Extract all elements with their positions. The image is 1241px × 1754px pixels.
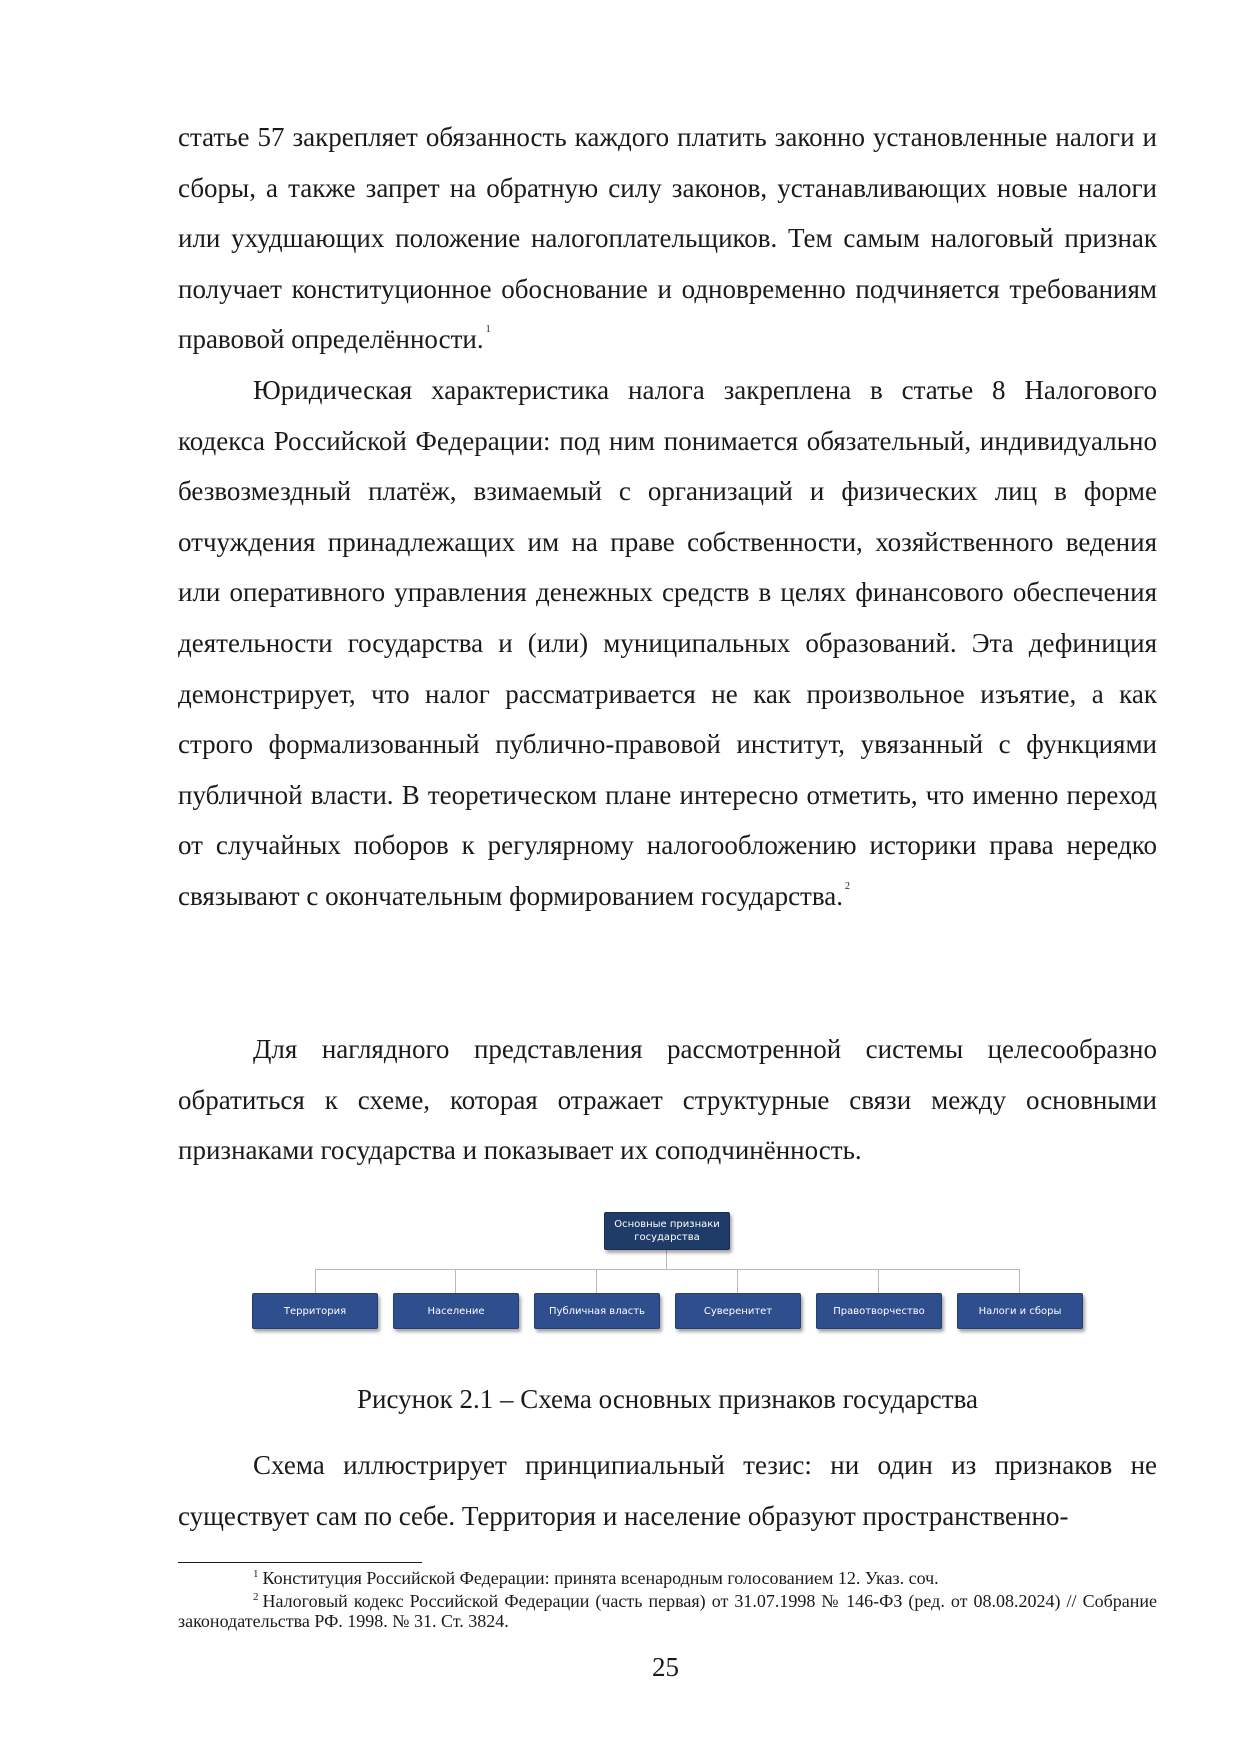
paragraph-4	[178, 1440, 1157, 1541]
footnote-2	[178, 1591, 1157, 1631]
page-number: 25	[652, 1652, 679, 1682]
footnote-separator	[178, 1562, 422, 1563]
connector-child-2	[455, 1269, 456, 1293]
paragraph-2-text: Юридическая характеристика налога закреплена в статье 8 Налогового кодекса Российской Федерации: под ним понимается обязательный, индивидуально безвозмездный платёж, взимаемый с организаций и физических лиц в форме отчуждения принадлежащих им на праве собственности, хозяйственного ведения или оперативного управления денежных средств в целях финансового обеспечения деятельности государства и (или) муниципальных образований. Эта дефиниция демонстрирует, что налог рассматривается не как произвольное изъятие, а как строго формализованный публично-правовой институт, увязанный с функциями публичной власти. В теоретическом плане интересно отметить, что именно переход от случайных поборов к регулярному налогообложению историки права нередко связывают с окончательным формированием государства.	[178, 375, 1157, 911]
diagram-node-territory: Территория	[252, 1293, 378, 1329]
footnote-ref-1[interactable]: 1	[485, 324, 491, 336]
footnote-1-text: Конституция Российской Федерации: принята всенародным голосованием 12. Указ. соч.	[262, 1568, 939, 1588]
state-features-diagram	[250, 1212, 1084, 1347]
diagram-node-sovereignty: Суверенитет	[675, 1293, 801, 1329]
connector-horizontal	[315, 1269, 1019, 1270]
figure-caption: Рисунок 2.1 – Схема основных признаков государства	[357, 1384, 978, 1414]
connector-child-3	[596, 1269, 597, 1293]
diagram-node-population: Население	[393, 1293, 519, 1329]
diagram-root-node: Основные признаки государства	[604, 1212, 730, 1250]
paragraph-2	[178, 365, 1157, 922]
connector-child-1	[315, 1269, 316, 1293]
connector-child-6	[1019, 1269, 1020, 1293]
connector-child-5	[878, 1269, 879, 1293]
paragraph-1	[178, 112, 1157, 365]
paragraph-4-text: Схема иллюстрирует принципиальный тезис: ни один из признаков не существует сам по себе. Территория и население образуют пространственно-	[178, 1450, 1157, 1531]
connector-root-stem	[666, 1250, 667, 1269]
footnote-2-text: Налоговый кодекс Российской Федерации (часть первая) от 31.07.1998 № 146-ФЗ (ред. от 08.08.2024) // Собрание законодательства РФ. 1998. № 31. Ст. 3824.	[178, 1591, 1157, 1631]
paragraph-1-text: статье 57 закрепляет обязанность каждого платить законно установленные налоги и сборы, а также запрет на обратную силу законов, устанавливающих новые налоги или ухудшающих положение налогоплательщиков. Тем самым налоговый признак получает конституционное обоснование и одновременно подчиняется требованиям правовой определённости.	[178, 122, 1157, 355]
paragraph-3	[178, 1024, 1157, 1176]
footnote-ref-2[interactable]: 2	[844, 880, 850, 892]
footnotes	[178, 1568, 1157, 1634]
diagram-node-lawmaking: Правотворчество	[816, 1293, 942, 1329]
diagram-node-public-power: Публичная власть	[534, 1293, 660, 1329]
footnote-1	[178, 1568, 1157, 1588]
diagram-node-taxes: Налоги и сборы	[957, 1293, 1083, 1329]
connector-child-4	[737, 1269, 738, 1293]
footnote-2-number: 2	[253, 1591, 259, 1603]
footnote-1-number: 1	[253, 1568, 259, 1580]
paragraph-3-text: Для наглядного представления рассмотренной системы целесообразно обратиться к схеме, которая отражает структурные связи между основными признаками государства и показывает их соподчинённость.	[178, 1034, 1157, 1166]
